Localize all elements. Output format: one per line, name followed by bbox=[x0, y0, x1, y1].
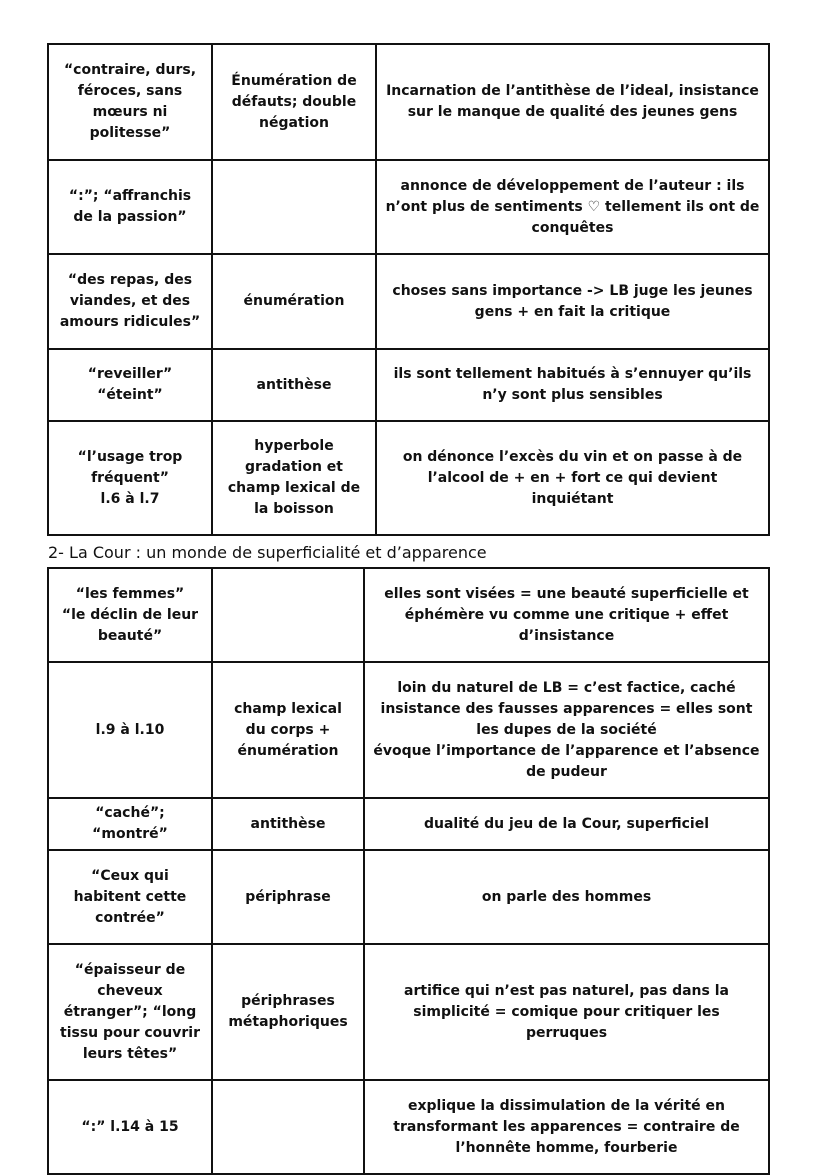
table-row bbox=[48, 44, 769, 160]
quote-cell: “Ceux qui habitent cette contrée” bbox=[48, 850, 212, 944]
figure-cell: énumération bbox=[212, 254, 376, 349]
figure-cell: hyperbole gradation et champ lexical de la boisson bbox=[212, 421, 376, 535]
table-row bbox=[48, 421, 769, 535]
table-row bbox=[48, 662, 769, 798]
table-row bbox=[48, 850, 769, 944]
analysis-table-1 bbox=[47, 43, 770, 536]
table-row bbox=[48, 349, 769, 421]
table-row bbox=[48, 1080, 769, 1174]
quote-cell: “des repas, des viandes, et des amours ridicules” bbox=[48, 254, 212, 349]
quote-cell: “épaisseur de cheveux étranger”; “long tissu pour couvrir leurs têtes” bbox=[48, 944, 212, 1080]
quote-cell: “reveiller” “éteint” bbox=[48, 349, 212, 421]
interpretation-cell: loin du naturel de LB = c’est factice, caché insistance des fausses apparences = elles sont les dupes de la société évoque l’importance de l’apparence et l’absence de pudeur bbox=[364, 662, 769, 798]
quote-cell: “contraire, durs, féroces, sans mœurs ni politesse” bbox=[48, 44, 212, 160]
figure-cell: périphrases métaphoriques bbox=[212, 944, 364, 1080]
interpretation-cell: on dénonce l’excès du vin et on passe à de l’alcool de + en + fort ce qui devient inquiétant bbox=[376, 421, 769, 535]
table-row bbox=[48, 798, 769, 850]
analysis-table-2 bbox=[47, 567, 770, 1175]
figure-cell bbox=[212, 1080, 364, 1174]
table-row bbox=[48, 254, 769, 349]
figure-cell bbox=[212, 568, 364, 662]
table-row bbox=[48, 160, 769, 254]
interpretation-cell: dualité du jeu de la Cour, superficiel bbox=[364, 798, 769, 850]
section-title: 2- La Cour : un monde de superficialité et d’apparence bbox=[48, 543, 487, 562]
interpretation-cell: explique la dissimulation de la vérité en transformant les apparences = contraire de l’honnête homme, fourberie bbox=[364, 1080, 769, 1174]
interpretation-cell: on parle des hommes bbox=[364, 850, 769, 944]
interpretation-cell: ils sont tellement habitués à s’ennuyer qu’ils n’y sont plus sensibles bbox=[376, 349, 769, 421]
interpretation-cell: choses sans importance -> LB juge les jeunes gens + en fait la critique bbox=[376, 254, 769, 349]
quote-cell: “l’usage trop fréquent” l.6 à l.7 bbox=[48, 421, 212, 535]
figure-cell bbox=[212, 160, 376, 254]
quote-cell: “:”; “affranchis de la passion” bbox=[48, 160, 212, 254]
figure-cell: antithèse bbox=[212, 798, 364, 850]
table-row bbox=[48, 944, 769, 1080]
figure-cell: antithèse bbox=[212, 349, 376, 421]
table-row bbox=[48, 568, 769, 662]
interpretation-cell: elles sont visées = une beauté superficielle et éphémère vu comme une critique + effet d’insistance bbox=[364, 568, 769, 662]
interpretation-cell: artifice qui n’est pas naturel, pas dans la simplicité = comique pour critiquer les perruques bbox=[364, 944, 769, 1080]
quote-cell: “caché”; “montré” bbox=[48, 798, 212, 850]
figure-cell: Énumération de défauts; double négation bbox=[212, 44, 376, 160]
figure-cell: périphrase bbox=[212, 850, 364, 944]
quote-cell: “les femmes” “le déclin de leur beauté” bbox=[48, 568, 212, 662]
figure-cell: champ lexical du corps + énumération bbox=[212, 662, 364, 798]
interpretation-cell: Incarnation de l’antithèse de l’ideal, insistance sur le manque de qualité des jeunes gens bbox=[376, 44, 769, 160]
quote-cell: “:” l.14 à 15 bbox=[48, 1080, 212, 1174]
interpretation-cell: annonce de développement de l’auteur : ils n’ont plus de sentiments ♡ tellement ils ont de conquêtes bbox=[376, 160, 769, 254]
quote-cell: l.9 à l.10 bbox=[48, 662, 212, 798]
